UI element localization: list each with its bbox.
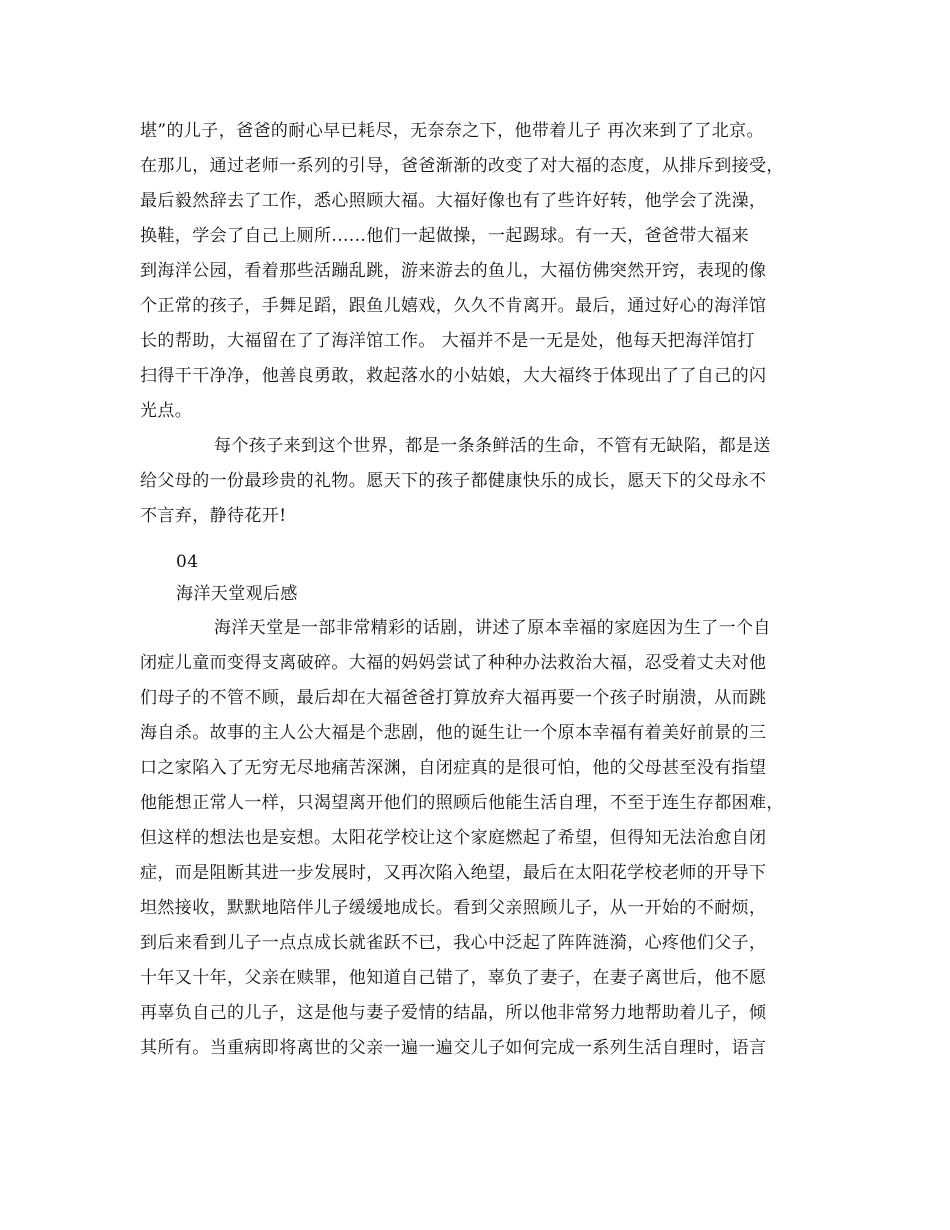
text-line: 到后来看到儿子一点点成长就雀跃不已，我心中泛起了阵阵涟漪，心疼他们父子，	[140, 933, 767, 953]
text-line: 海自杀。故事的主人公大福是个悲剧，他的诞生让一个原本幸福有着美好前景的三	[140, 723, 767, 743]
text-line: 个正常的孩子，手舞足蹈，跟鱼儿嬉戏，久久不肯离开。最后，通过好心的海洋馆	[140, 296, 767, 316]
text-line: 给父母的一份最珍贵的礼物。愿天下的孩子都健康快乐的成长，愿天下的父母永不	[140, 471, 767, 491]
text-line: 症，而是阻断其进一步发展时，又再次陷入绝望，最后在太阳花学校老师的开导下	[140, 863, 767, 883]
text-line: 不言弃，静待花开!	[140, 506, 287, 526]
text-line: 其所有。当重病即将离世的父亲一遍一遍交儿子如何完成一系列生活自理时，语言	[140, 1038, 767, 1058]
text-line: 十年又十年，父亲在赎罪，他知道自己错了，辜负了妻子，在妻子离世后，他不愿	[140, 968, 767, 988]
text-line: 在那儿，通过老师一系列的引导，爸爸渐渐的改变了对大福的态度，从排斥到接受，	[140, 156, 784, 176]
text-line: 换鞋，学会了自己上厕所......他们一起做操，一起踢球。有一天，爸爸带大福来	[140, 226, 750, 246]
text-line: 最后毅然辞去了工作，悉心照顾大福。大福好像也有了些许好转，他学会了洗澡，	[140, 191, 767, 211]
text-line: 海洋天堂是一部非常精彩的话剧，讲述了原本幸福的家庭因为生了一个自	[214, 618, 771, 638]
text-line: 长的帮助，大福留在了了海洋馆工作。 大福并不是一无是处，他每天把海洋馆打	[140, 331, 755, 351]
text-line: 到海洋公园，看着那些活蹦乱跳，游来游去的鱼儿，大福仿佛突然开窍，表现的像	[140, 261, 767, 281]
text-line: 堪”的儿子，爸爸的耐心早已耗尽，无奈奈之下，他带着儿子 再次来到了了北京。	[140, 121, 764, 141]
text-line: 们母子的不管不顾，最后却在大福爸爸打算放弃大福再要一个孩子时崩溃，从而跳	[140, 688, 767, 708]
text-line: 闭症儿童而变得支离破碎。大福的妈妈尝试了种种办法救治大福，忍受着丈夫对他	[140, 653, 767, 673]
text-line: 再辜负自己的儿子，这是他与妻子爱情的结晶，所以他非常努力地帮助着儿子，倾	[140, 1003, 767, 1023]
text-line: 口之家陷入了无穷无尽地痛苦深渊，自闭症真的是很可怕，他的父母甚至没有指望	[140, 758, 767, 778]
text-line: 他能想正常人一样，只渴望离开他们的照顾后他能生活自理，不至于连生存都困难，	[140, 793, 784, 813]
section-number: 04	[176, 552, 199, 572]
text-line: 但这样的想法也是妄想。太阳花学校让这个家庭燃起了希望，但得知无法治愈自闭	[140, 828, 767, 848]
text-line: 坦然接收，默默地陪伴儿子缓缓地成长。看到父亲照顾儿子，从一开始的不耐烦，	[140, 898, 767, 918]
text-line: 每个孩子来到这个世界，都是一条条鲜活的生命，不管有无缺陷，都是送	[214, 436, 771, 456]
text-line: 扫得干干净净，他善良勇敢，救起落水的小姑娘，大大福终于体现出了了自己的闪	[140, 366, 767, 386]
section-title: 海洋天堂观后感	[176, 584, 298, 604]
text-line: 光点。	[140, 401, 193, 421]
